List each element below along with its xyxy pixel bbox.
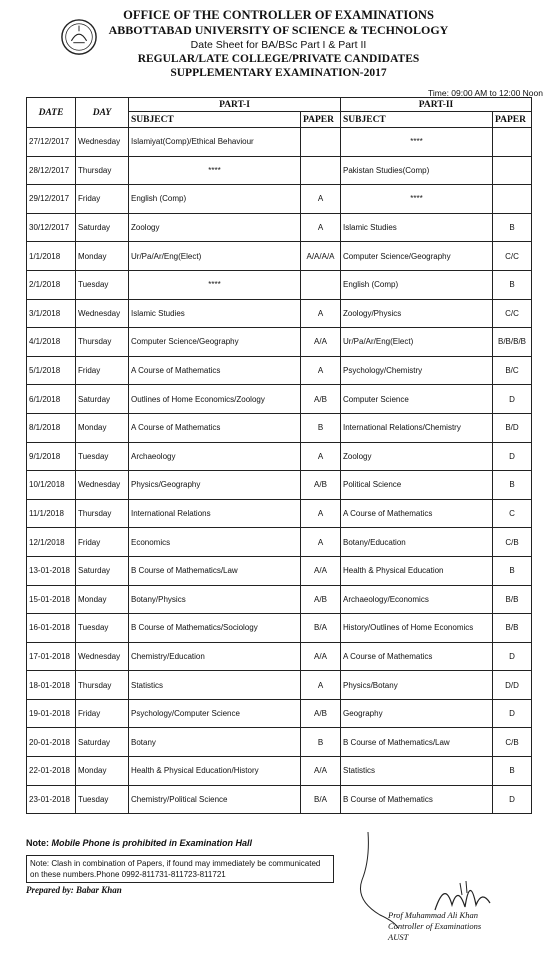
- part1-subject-cell: Botany/Physics: [129, 585, 301, 614]
- part2-paper-cell: [493, 185, 532, 214]
- clash-note: Note: Clash in combination of Papers, if found may immediately be communicated on these numbers.Phone 0992-811731-811723-811721: [26, 855, 334, 883]
- signature-icon: [430, 875, 500, 915]
- table-row: [27, 413, 532, 442]
- day-cell: Tuesday: [76, 785, 129, 814]
- part2-paper-cell: B/D: [493, 413, 532, 442]
- part1-subject-cell: Computer Science/Geography: [129, 328, 301, 357]
- table-row: [27, 299, 532, 328]
- mobile-phone-note: [26, 838, 531, 848]
- part2-subject-cell: Computer Science: [341, 385, 493, 414]
- part1-subject-cell: B Course of Mathematics/Law: [129, 556, 301, 585]
- part2-subject-cell: English (Comp): [341, 270, 493, 299]
- day-cell: Tuesday: [76, 614, 129, 643]
- part2-paper-cell: B: [493, 270, 532, 299]
- day-column-header: DAY: [76, 98, 129, 128]
- part1-paper-cell: A: [301, 356, 341, 385]
- date-cell: 15-01-2018: [27, 585, 76, 614]
- part1-subject-cell: International Relations: [129, 499, 301, 528]
- date-cell: 27/12/2017: [27, 128, 76, 157]
- part2-subject-cell: Botany/Education: [341, 528, 493, 557]
- day-cell: Thursday: [76, 671, 129, 700]
- part1-subject-cell: Physics/Geography: [129, 471, 301, 500]
- part1-subject-cell: Zoology: [129, 213, 301, 242]
- part2-subject-cell: ****: [341, 185, 493, 214]
- part1-subject-cell: ****: [129, 156, 301, 185]
- part1-subject-cell: Psychology/Computer Science: [129, 699, 301, 728]
- day-cell: Thursday: [76, 499, 129, 528]
- table-row: [27, 242, 532, 271]
- part2-subject-cell: Archaeology/Economics: [341, 585, 493, 614]
- part1-subject-cell: Economics: [129, 528, 301, 557]
- note-text: Mobile Phone is prohibited in Examination Hall: [51, 838, 253, 848]
- part1-subject-cell: English (Comp): [129, 185, 301, 214]
- table-row: [27, 614, 532, 643]
- day-cell: Wednesday: [76, 642, 129, 671]
- part1-paper-cell: B/A: [301, 614, 341, 643]
- part1-subject-cell: Health & Physical Education/History: [129, 757, 301, 786]
- table-row: [27, 585, 532, 614]
- date-cell: 13-01-2018: [27, 556, 76, 585]
- part2-paper-cell: D/D: [493, 671, 532, 700]
- date-cell: 2/1/2018: [27, 270, 76, 299]
- part2-subject-cell: Zoology: [341, 442, 493, 471]
- table-row: [27, 499, 532, 528]
- part2-subject-cell: Geography: [341, 699, 493, 728]
- part1-subject-cell: Statistics: [129, 671, 301, 700]
- office-title: OFFICE OF THE CONTROLLER OF EXAMINATIONS: [123, 8, 434, 22]
- part2-paper-cell: D: [493, 642, 532, 671]
- table-row: [27, 528, 532, 557]
- table-row: [27, 728, 532, 757]
- day-cell: Friday: [76, 185, 129, 214]
- table-row: [27, 385, 532, 414]
- part2-subject-cell: Ur/Pa/Ar/Eng(Elect): [341, 328, 493, 357]
- part1-subject-cell: ****: [129, 270, 301, 299]
- part2-paper-cell: C/B: [493, 528, 532, 557]
- table-row: [27, 757, 532, 786]
- day-cell: Monday: [76, 585, 129, 614]
- date-cell: 9/1/2018: [27, 442, 76, 471]
- part2-paper-cell: C/C: [493, 242, 532, 271]
- part1-subject-cell: Chemistry/Education: [129, 642, 301, 671]
- part1-header: PART-I: [129, 98, 341, 112]
- part2-subject-cell: B Course of Mathematics: [341, 785, 493, 814]
- day-cell: Wednesday: [76, 471, 129, 500]
- part1-subject-cell: Islamic Studies: [129, 299, 301, 328]
- date-cell: 4/1/2018: [27, 328, 76, 357]
- part1-paper-cell: A: [301, 299, 341, 328]
- part2-paper-cell: D: [493, 442, 532, 471]
- day-cell: Thursday: [76, 156, 129, 185]
- part2-subject-cell: Health & Physical Education: [341, 556, 493, 585]
- part2-subject-cell: Computer Science/Geography: [341, 242, 493, 271]
- note-label: Note:: [26, 838, 49, 848]
- signatory-title: Controller of Examinations: [388, 921, 482, 931]
- part1-subject-cell: Outlines of Home Economics/Zoology: [129, 385, 301, 414]
- part1-paper-header: PAPER: [301, 112, 341, 128]
- part2-subject-cell: ****: [341, 128, 493, 157]
- date-cell: 29/12/2017: [27, 185, 76, 214]
- university-logo-icon: [60, 18, 98, 56]
- date-cell: 16-01-2018: [27, 614, 76, 643]
- table-row: [27, 785, 532, 814]
- part2-paper-cell: B/B/B/B: [493, 328, 532, 357]
- part2-subject-cell: Political Science: [341, 471, 493, 500]
- part1-subject-cell: B Course of Mathematics/Sociology: [129, 614, 301, 643]
- part1-paper-cell: A/A: [301, 642, 341, 671]
- table-body: [27, 128, 532, 814]
- day-cell: Saturday: [76, 728, 129, 757]
- day-cell: Monday: [76, 757, 129, 786]
- part1-subject-cell: Botany: [129, 728, 301, 757]
- date-cell: 19-01-2018: [27, 699, 76, 728]
- signatory-block: [388, 910, 481, 943]
- part2-paper-cell: C: [493, 499, 532, 528]
- part1-paper-cell: A: [301, 671, 341, 700]
- table-row: [27, 128, 532, 157]
- table-row: [27, 328, 532, 357]
- university-name: ABBOTTABAD UNIVERSITY OF SCIENCE & TECHNOLOGY: [108, 23, 449, 37]
- date-cell: 30/12/2017: [27, 213, 76, 242]
- part1-subject-cell: Chemistry/Political Science: [129, 785, 301, 814]
- part2-subject-cell: Psychology/Chemistry: [341, 356, 493, 385]
- part1-paper-cell: [301, 128, 341, 157]
- part2-paper-cell: B: [493, 471, 532, 500]
- part2-paper-cell: B: [493, 213, 532, 242]
- part1-subject-cell: Ur/Pa/Ar/Eng(Elect): [129, 242, 301, 271]
- table-row: [27, 156, 532, 185]
- part1-subject-cell: A Course of Mathematics: [129, 356, 301, 385]
- part2-subject-cell: B Course of Mathematics/Law: [341, 728, 493, 757]
- table-row: [27, 556, 532, 585]
- day-cell: Monday: [76, 413, 129, 442]
- part1-paper-cell: A/A/A/A: [301, 242, 341, 271]
- table-row: [27, 356, 532, 385]
- exam-time: Time: 09:00 AM to 12:00 Noon: [428, 88, 543, 98]
- date-cell: 3/1/2018: [27, 299, 76, 328]
- day-cell: Saturday: [76, 556, 129, 585]
- part2-subject-header: SUBJECT: [341, 112, 493, 128]
- part1-paper-cell: [301, 156, 341, 185]
- part2-subject-cell: A Course of Mathematics: [341, 499, 493, 528]
- day-cell: Friday: [76, 356, 129, 385]
- day-cell: Friday: [76, 699, 129, 728]
- day-cell: Monday: [76, 242, 129, 271]
- part2-paper-cell: B: [493, 556, 532, 585]
- part1-paper-cell: A/B: [301, 585, 341, 614]
- part1-paper-cell: A/B: [301, 699, 341, 728]
- part2-paper-header: PAPER: [493, 112, 532, 128]
- table-row: [27, 699, 532, 728]
- part2-paper-cell: B: [493, 757, 532, 786]
- part1-paper-cell: B/A: [301, 785, 341, 814]
- date-cell: 1/1/2018: [27, 242, 76, 271]
- part2-paper-cell: D: [493, 699, 532, 728]
- day-cell: Thursday: [76, 328, 129, 357]
- date-cell: 17-01-2018: [27, 642, 76, 671]
- date-cell: 12/1/2018: [27, 528, 76, 557]
- part1-paper-cell: A: [301, 528, 341, 557]
- date-cell: 8/1/2018: [27, 413, 76, 442]
- part2-subject-cell: Islamic Studies: [341, 213, 493, 242]
- part2-subject-cell: International Relations/Chemistry: [341, 413, 493, 442]
- part1-subject-cell: A Course of Mathematics: [129, 413, 301, 442]
- part2-subject-cell: A Course of Mathematics: [341, 642, 493, 671]
- part1-paper-cell: A/A: [301, 757, 341, 786]
- part2-paper-cell: B/B: [493, 614, 532, 643]
- day-cell: Saturday: [76, 385, 129, 414]
- candidates-line: REGULAR/LATE COLLEGE/PRIVATE CANDIDATES: [137, 53, 420, 65]
- part1-subject-cell: Islamiyat(Comp)/Ethical Behaviour: [129, 128, 301, 157]
- part2-paper-cell: B/B: [493, 585, 532, 614]
- date-cell: 18-01-2018: [27, 671, 76, 700]
- table-row: [27, 185, 532, 214]
- table-row: [27, 442, 532, 471]
- signatory-org: AUST: [388, 932, 409, 942]
- day-cell: Wednesday: [76, 128, 129, 157]
- table-row: [27, 270, 532, 299]
- part1-paper-cell: A/A: [301, 556, 341, 585]
- date-cell: 5/1/2018: [27, 356, 76, 385]
- table-row: [27, 671, 532, 700]
- day-cell: Tuesday: [76, 442, 129, 471]
- part1-paper-cell: A: [301, 185, 341, 214]
- part2-paper-cell: B/C: [493, 356, 532, 385]
- day-cell: Friday: [76, 528, 129, 557]
- part2-paper-cell: C/B: [493, 728, 532, 757]
- date-column-header: DATE: [27, 98, 76, 128]
- part1-subject-cell: Archaeology: [129, 442, 301, 471]
- day-cell: Tuesday: [76, 270, 129, 299]
- date-cell: 28/12/2017: [27, 156, 76, 185]
- part1-paper-cell: A/B: [301, 385, 341, 414]
- day-cell: Wednesday: [76, 299, 129, 328]
- date-cell: 6/1/2018: [27, 385, 76, 414]
- part2-paper-cell: C/C: [493, 299, 532, 328]
- part2-header: PART-II: [341, 98, 532, 112]
- part2-paper-cell: [493, 128, 532, 157]
- part1-paper-cell: B: [301, 728, 341, 757]
- date-cell: 10/1/2018: [27, 471, 76, 500]
- date-cell: 20-01-2018: [27, 728, 76, 757]
- part1-paper-cell: A: [301, 499, 341, 528]
- part1-subject-header: SUBJECT: [129, 112, 301, 128]
- date-cell: 23-01-2018: [27, 785, 76, 814]
- day-cell: Saturday: [76, 213, 129, 242]
- signatory-name: Prof Muhammad Ali Khan: [388, 910, 478, 920]
- part2-paper-cell: D: [493, 785, 532, 814]
- part1-paper-cell: B: [301, 413, 341, 442]
- part1-paper-cell: A/A: [301, 328, 341, 357]
- part1-paper-cell: [301, 270, 341, 299]
- part2-subject-cell: Pakistan Studies(Comp): [341, 156, 493, 185]
- exam-title: SUPPLEMENTARY EXAMINATION-2017: [170, 67, 387, 79]
- part1-paper-cell: A: [301, 213, 341, 242]
- table-row: [27, 213, 532, 242]
- part2-subject-cell: History/Outlines of Home Economics: [341, 614, 493, 643]
- part1-paper-cell: A: [301, 442, 341, 471]
- prepared-by: Prepared by: Babar Khan: [26, 885, 122, 895]
- date-sheet-table: [26, 97, 532, 814]
- part2-subject-cell: Zoology/Physics: [341, 299, 493, 328]
- part2-subject-cell: Statistics: [341, 757, 493, 786]
- table-row: [27, 642, 532, 671]
- part2-subject-cell: Physics/Botany: [341, 671, 493, 700]
- part1-paper-cell: A/B: [301, 471, 341, 500]
- date-cell: 11/1/2018: [27, 499, 76, 528]
- part2-paper-cell: [493, 156, 532, 185]
- date-cell: 22-01-2018: [27, 757, 76, 786]
- part2-paper-cell: D: [493, 385, 532, 414]
- datesheet-title: Date Sheet for BA/BSc Part I & Part II: [190, 39, 367, 51]
- table-row: [27, 471, 532, 500]
